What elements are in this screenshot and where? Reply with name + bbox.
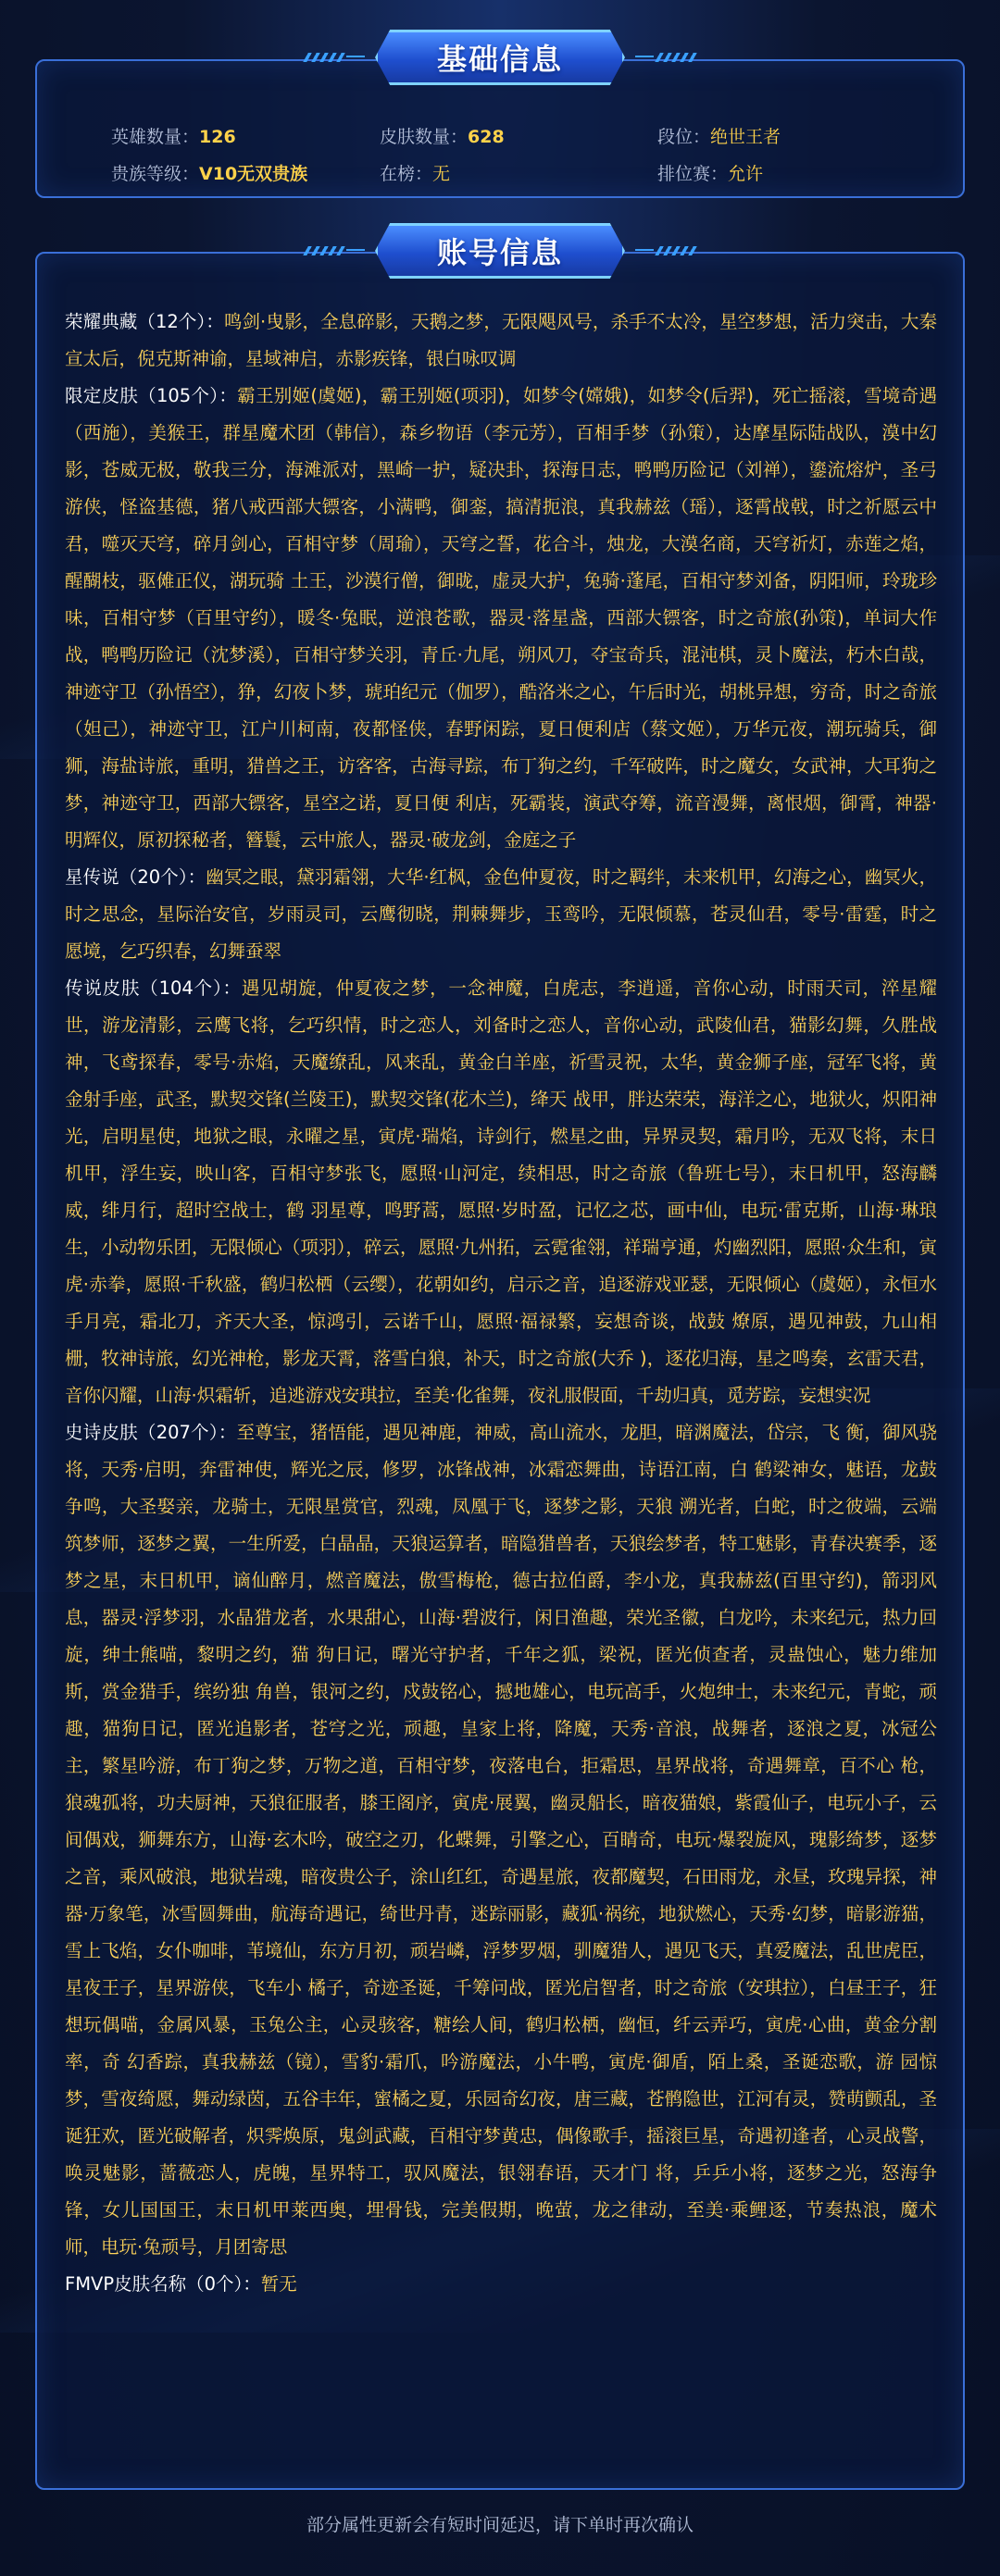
on-list (380, 160, 657, 185)
ranked-match (657, 160, 935, 185)
header-wing-right (655, 53, 697, 62)
section-items: 遇见胡旋，仲夏夜之梦，一念神魔，白虎志，李逍遥，音你心动，时雨天司，淬星耀世，游龙清影，云鹰飞将，乞巧织情，时之恋人，刘备时之恋人，音你心动，武陵仙君，猫影幻舞，久胜战神，飞鸢探春，零号·赤焰，天魔缭乱，风来乱，黄金白羊座，祈雪灵祝，太华，黄金狮子座，冠军飞将，黄金射手座，武圣，默契交锋(兰陵王)，默契交锋(花木兰)，绛天 战甲，胖达荣荣，海洋之心，地狱火，炽阳神光，启明星使，地狱之眼，永曜之星，寅虎·瑞焰，诗剑行，燃星之曲，异界灵契，霜月吟，无双飞将，末日机甲，浮生妄，映山客，百相守梦张飞，愿照·山河定，续相思，时之奇旅（鲁班七号），末日机甲，怒海麟威，绯月行，超时空战士，鹤 羽星尊，鸣野蒿，愿照·岁时盈，记忆之芯，画中仙，电玩·雷克斯，山海·琳琅生，小动物乐团，无限倾心（项羽），碎云，愿照·九州拓，云霓雀翎，祥瑞亨通，灼幽烈阳，愿照·众生和，寅 虎·赤拳，愿照·千秋盛，鹤归松栖（云缨），花朝如约，启示之音，追逐游戏亚瑟，无限倾心（虞姬），永恒水手月亮，霜北刀，齐天大圣，惊鸿引，云诺千山，愿照·福禄繁，妄想奇谈，战鼓 燎原，遇见神鼓，九山相栅，牧神诗旅，幻光神枪，影龙天霄，落雪白狼，补天，时之奇旅(大乔 )，逐花归海，星之鸣奏，玄雷天君，音你闪耀，山海·炽霜斩，追逃游戏安琪拉，至美·化雀舞，夜礼服假面，千劫归真，觅芳踪，妄想实况 (65, 977, 937, 1406)
on-list-value: 无 (432, 163, 451, 184)
section-label: 传说皮肤（104个）： (65, 977, 242, 999)
account-info-body (65, 304, 937, 2303)
header-bar-left (346, 249, 365, 251)
noble-value: V10无双贵族 (199, 163, 308, 184)
header-bar-left (346, 56, 365, 57)
ranked-label: 排位赛： (657, 163, 729, 184)
noble-label: 贵族等级： (111, 163, 200, 184)
hero-count-value: 126 (199, 126, 236, 147)
basic-info-grid (111, 117, 944, 191)
account-info-header (306, 219, 694, 284)
section-items: 暂无 (260, 2273, 297, 2295)
section-label: FMVP皮肤名称（0个）： (65, 2273, 261, 2295)
account-info-panel (35, 252, 965, 2490)
footer-note: 部分属性更新会有短时间延迟，请下单时再次确认 (306, 2515, 694, 2535)
section-limited-skins (65, 378, 937, 859)
header-wing-left (303, 53, 345, 62)
header-bar-right (635, 56, 654, 57)
basic-info-row (111, 154, 944, 191)
basic-info-header (306, 26, 694, 91)
header-wing-right (655, 246, 697, 255)
skin-count-value: 628 (468, 126, 505, 147)
skin-count (380, 123, 657, 148)
hero-count (111, 123, 380, 148)
on-list-label: 在榜： (380, 163, 433, 184)
section-items: 鸣剑·曳影，全息碎影，天鹅之梦，无限飓风号，杀手不太冷，星空梦想，活力突击，大秦宣太后，倪克斯神谕，星域神启，赤影疾锋，银白咏叹调 (65, 311, 937, 369)
rank (657, 123, 935, 148)
basic-info-title: 基础信息 (436, 42, 563, 77)
section-fmvp-skins (65, 2266, 937, 2303)
rank-label: 段位： (657, 126, 711, 147)
account-info-title: 账号信息 (436, 235, 563, 270)
noble-level (111, 160, 380, 185)
header-bar-right (635, 249, 654, 251)
section-items: 霸王别姬(虞姬)，霸王别姬(项羽)，如梦令(嫦娥)，如梦令(后羿)，死亡摇滚，雪境奇遇（西施），美猴王，群星魔术团（韩信），森乡物语（李元芳），百相手梦（孙策），达摩星际陆战队，漠中幻影，苍威无极，敬我三分，海滩派对，黑崎一护，疑决卦，探海日志，鸭鸭历险记（刘禅），鎏流熔炉，圣弓游侠，怪盗基德，猪八戒西部大镖客，小满鸭，御銮，搞清扼浪，真我赫兹（瑶），逐霄战戟，时之祈愿云中君，噬灭天穹，碎月剑心，百相守梦（周瑜），天穹之誓，花合斗，烛龙，大漠名商，天穹祈灯，赤莲之焰，醒醐枝，驱傩正仪，湖玩骑 土王，沙漠行僧，御昽，虚灵大护，兔骑·蓬尾，百相守梦刘备，阴阳师，玲珑珍味，百相守梦（百里守约），暖冬·兔眠，逆浪苍歌，器灵·落星盏，西部大镖客，时之奇旅(孙策)，单词大作 战，鸭鸭历险记（沈梦溪），百相守梦关羽，青丘·九尾，朔风刀，夺宝奇兵，混沌棋，灵卜魔法，朽木白哉，神迹守卫（孙悟空），狰，幻夜卜梦，琥珀纪元（伽罗），酷洛米之心，午后时光，胡桃异想，穷奇，时之奇旅（妲己），神迹守卫，江户川柯南，夜都怪侠，春野闲踪，夏日便利店（蔡文姬），万华元夜，潮玩骑兵，御狮，海盐诗旅，重明，猎兽之王，访客客，古海寻踪，布丁狗之约，千军破阵，时之魔女，女武神，大耳狗之梦，神迹守卫，西部大镖客，星空之诺，夏日便 利店，死霸装，演武夺筹，流音漫舞，离恨烟，御霄，神器·明辉仪，原初探秘者，簪鬟，云中旅人，器灵·破龙剑，金庭之子 (65, 385, 937, 851)
section-label: 史诗皮肤（207个）： (65, 1422, 237, 1443)
section-items: 至尊宝，猪悟能，遇见神鹿，神威，高山流水，龙胆，暗渊魔法，岱宗，飞 衡，御风骁将，天秀·启明，奔雷神使，辉光之辰，修罗，冰锋战神，冰霜恋舞曲，诗语江南，白 鹤梁神女，魅语，龙鼓争鸣，大圣娶亲，龙骑士，无限星赏官，烈魂，凤凰于飞，逐梦之影，天狼 溯光者，白蛇，时之彼端，云端筑梦师，逐梦之翼，一生所爱，白晶晶，天狼运算者，暗隐猎兽者，天狼绘梦者，特工魅影，青春决赛季，逐梦之星，末日机甲，谪仙醉月，燃音魔法，傲雪梅枪，德古拉伯爵，李小龙，真我赫兹(百里守约)，箭羽风息，器灵·浮梦羽，水晶猎龙者，水果甜心，山海·碧波行，闲日渔趣，荣光圣徽，白龙吟，未来纪元，热力回旋，绅士熊喵，黎明之约，猫 狗日记，曙光守护者，千年之狐，梁祝，匿光侦查者，灵蛊蚀心，魅力维加斯，赏金猎手，缤纷独 角兽，银河之约，戍鼓铭心，撼地雄心，电玩高手，火炮绅士，未来纪元，青蛇，顽趣，猫狗日记，匿光追影者，苍穹之光，顽趣，皇家上将，降魔，天秀·音浪，战舞者，逐浪之夏，冰冠公主，繁星吟游，布丁狗之梦，万物之道，百相守梦，夜落电台，拒霜思，星界战将，奇遇舞章，百不心 枪，狼魂孤将，功夫厨神，天狼征服者，膝王阁序，寅虎·展翼，幽灵船长，暗夜猫娘，紫霞仙子，电玩小子，云间偶戏，狮舞东方，山海·玄木吟，破空之刃，化蝶舞，引擎之心，百睛奇，电玩·爆裂旋风，瑰影绮梦，逐梦之音，乘风破浪，地狱岩魂，暗夜贵公子，涂山红红，奇遇星旅，夜都魔契，石田雨龙，永昼，玫瑰异探，神器·万象笔，冰雪圆舞曲，航海奇遇记，绮世丹青，迷踪丽影，藏狐·祸统，地狱燃心，天秀·幻梦，暗影游猫，雪上飞焰，女仆咖啡，苇境仙，东方月初，顽岩嶙，浮梦罗烟，驯魔猎人，遇见飞天，真爱魔法，乱世虎臣，星夜王子，星界游侠，飞车小 橘子，奇迹圣诞，千筹问战，匿光启智者，时之奇旅（安琪拉），白昼王子，狂想玩偶喵，金属风暴，玉兔公主，心灵骇客，糖绘人间，鹤归松栖，幽恒，纤云弄巧，寅虎·心曲，黄金分割率，奇 幻香踪，真我赫兹（镜），雪豹·霜爪，吟游魔法，小牛鸭，寅虎·御盾，陌上桑，圣诞恋歌，游 园惊梦，雪夜绮愿，舞动绿茵，五谷丰年，蜜橘之夏，乐园奇幻夜，唐三藏，苍鹘隐世，江河有灵，赞萌颤乱，圣诞狂欢，匿光破解者，炽霁焕原，鬼剑武藏，百相守梦黄忠，偶像歌手，摇滚巨星，奇遇初逢者，心灵战警，唤灵魅影，蔷薇恋人，虎魄，星界特工，驭风魔法，银翎春语，天才门 将，乒乒小将，逐梦之光，怒海争锋，女儿国国王，末日机甲莱西奥，埋骨钱，完美假期，晚萤，龙之律动，至美·乘鲤逐，节奏热浪，魔术师，电玩·兔顽号，月团寄思 (65, 1422, 937, 2258)
section-label: 星传说（20个）： (65, 866, 206, 888)
basic-info-row (111, 117, 944, 154)
header-wing-left (303, 246, 345, 255)
hero-count-label: 英雄数量： (111, 126, 200, 147)
section-star-legend (65, 859, 937, 970)
section-label: 荣耀典藏（12个）： (65, 311, 224, 332)
section-epic-skins (65, 1414, 937, 2266)
section-label: 限定皮肤（105个）： (65, 385, 238, 406)
ranked-value: 允许 (728, 163, 764, 184)
section-items: 幽冥之眼，黛羽霜翎，大华·红枫，金色仲夏夜，时之羁绊，未来机甲，幻海之心，幽冥火，时之思念，星际治安官，岁雨灵司，云鹰彻晓，荆棘舞步，玉鸾吟，无限倾慕，苍灵仙君，零号·雷霆，时之愿境，乞巧织春，幻舞蚕翠 (65, 866, 937, 962)
skin-count-label: 皮肤数量： (380, 126, 469, 147)
section-glory-collection (65, 304, 937, 378)
rank-value: 绝世王者 (710, 126, 781, 147)
section-legend-skins (65, 970, 937, 1414)
